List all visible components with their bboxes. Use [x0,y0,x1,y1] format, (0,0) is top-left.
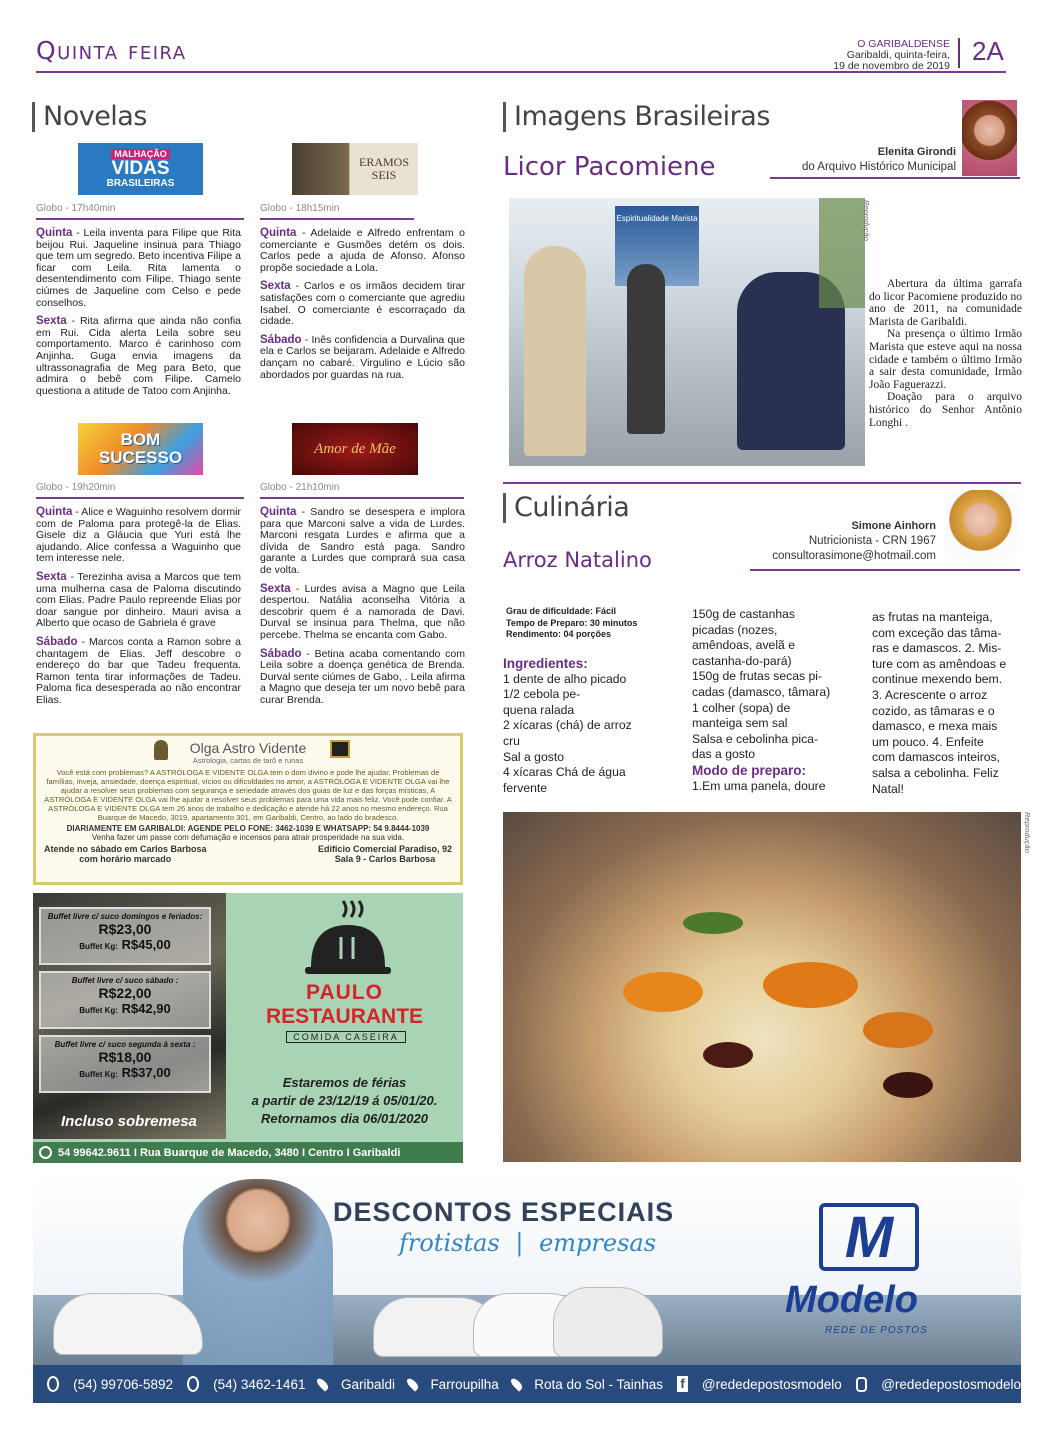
buffet-2-price: R$22,00 [98,985,152,1001]
dessert-note: Incluso sobremesa [61,1113,197,1130]
col3-2: ras e damascos. 2. Mis- [872,641,1002,656]
vacation-3: Retornamos dia 06/01/2020 [261,1111,428,1126]
n2-slot: Globo - 18h15min [260,203,340,214]
col2-4: 150g de frutas secas pi- [692,669,823,684]
modelo-brand: Modelo [785,1279,918,1321]
buffet-box-3 [39,1035,211,1093]
modelo-facebook: @rededepostosmodelo [701,1376,842,1392]
olga-body: Você está com problemas? A ASTRÓLOGA E VIDENTE OLGA tem o dom divino e pode lhe ajudar. Problemas de famílias, inveja, ansiedade, doença espiritual, vícios ou dificuldades no amor, a ASTRÓLOGA E VIDENTE OLGA vai lhe ajudar a resolver seus problemas com segurança e seriedade através dos guias de luz e das forças místicas, A ASTRÓLOGA E VIDENTE OLGA vai lhe ajudar a resolver seus problemas para uma vida mais feliz. Você pode confiar. A ASTRÓLOGA E VIDENTE OLGA tem 26 anos de trabalho e dedicação e atende há 22 anos no mesmo endereço. Rua Buarque de Macedo, 3019, apartamento 301, em Garibaldi, Centro, ao lado do bradesco. [44,768,452,822]
amor-de-mae-logo [292,423,418,475]
eramos-seis-logo-text: ERAMOS SEIS [359,155,410,182]
author-simone: Simone Ainhorn [851,520,936,532]
author-simone-email: consultorasimone@hotmail.com [772,550,936,562]
location-pin-icon [405,1376,420,1391]
ing-5: Sal a gosto [503,749,564,764]
n3-slot: Globo - 19h20min [36,482,116,493]
ing-2: quena ralada [503,702,575,717]
col3-6: cozido, as tâmaras e o [872,703,995,718]
recipe-col-2 [692,607,862,794]
modo-1: 1.Em uma panela, doure [692,778,826,793]
col3-8: um pouco. 4. Enfeite [872,734,984,749]
eye-emblem-icon [330,740,350,758]
culinaria-title: Culinária [503,493,629,523]
n1-rule [36,218,244,220]
buffet-3-price: R$18,00 [98,1049,152,1065]
car-4 [553,1287,663,1357]
culinaria-author-rule [750,569,1020,571]
buffet-2-kg: R$42,90 [121,1001,171,1016]
modelo-headline: DESCONTOS ESPECIAIS [333,1197,675,1227]
modelo-script-sep: | [515,1229,524,1257]
bom-sucesso-logo-text: BOM SUCESSO [98,430,183,467]
col2-3: castanha-do-pará) [692,653,792,668]
buffet-3-kg-label: Buffet Kg: [79,1070,118,1079]
author-simone-role: Nutricionista - CRN 1967 [808,535,936,547]
modelo-phone-1: (54) 99706-5892 [73,1376,173,1392]
recipe-time: Tempo de Preparo: 30 minutos [506,617,638,628]
buffet-1-label: Buffet livre c/ suco domingos e feriados: [47,912,203,921]
buffet-box-1 [39,907,211,965]
modelo-loc-1: Garibaldi [340,1376,395,1392]
olga-left-1: Atende no sábado em Carlos Barbosa [44,844,207,854]
imagens-title: Imagens Brasileiras [503,102,770,132]
olga-subtitle: Astrologia, cartas de tarô e runas [192,756,304,765]
photo-plant [819,198,865,308]
ingredients-title: Ingredientes: [503,656,588,671]
paulo-ad [33,893,463,1163]
man-figure [183,1179,333,1367]
modelo-phone-2: (54) 3462-1461 [213,1376,306,1392]
malhacao-logo-top: MALHAÇÃO [111,149,170,159]
author-elenita: Elenita Girondi [877,146,956,158]
recipe-col-3 [872,610,1024,797]
location-pin-icon [509,1376,524,1391]
paulo-name-2: RESTAURANTE [265,1005,424,1028]
col3-11: Natal! [872,781,904,796]
n4-slot: Globo - 21h10min [260,482,340,493]
ing-4: cru [503,733,520,748]
amor-de-mae-logo-text: Amor de Mãe [314,440,396,457]
modelo-loc-3: Rota do Sol - Tainhas [534,1376,664,1392]
date-2 [883,1072,933,1098]
col2-5: cadas (damasco, tâmara) [692,684,831,699]
n2-text: Quinta - Adelaide e Alfredo enfrentam o comerciante e Gusmões detém os dois. Carlos pede a ajuda de Afonso. Afonso propõe sociedade a Lola. Sexta - Carlos e os irmãos decidem tirar satisfações com o comerciante que agrediu Isabel. O comerciante é escorraçado da cidade. Sábado - Inês confidencia a Durvalina que ela e Carlos se beijaram. Adelaide e Alfredo dançam no cabaré. Virgulino e Lúcio são abordados por guardas na rua. [260,227,465,381]
bom-sucesso-logo [78,423,203,475]
imagens-bottom-rule [503,482,1021,484]
day-label: Quinta feira [36,36,187,65]
whatsapp-icon [47,1376,59,1392]
buffet-3-kg: R$37,00 [121,1065,171,1080]
malhacao-logo-mid: VIDAS [111,158,170,179]
photo-banner-text: Espiritualidade Marista [616,214,698,223]
dateline-2: 19 de novembro de 2019 [833,60,950,72]
modo-title: Modo de preparo: [692,762,806,778]
licor-caption-2: Na presença o último Irmão Marista que esteve aqui na nossa cidade e também o último Irmão a sair desta comunidade, Irmão João Faguerazzi. [869,328,1022,391]
col2-8: Salsa e cebolinha pica- [692,731,819,746]
malhacao-logo-bot: BRASILEIRAS [106,178,175,189]
arroz-photo [503,812,1021,1162]
paper-name: O GARIBALDENSE [857,38,950,50]
instagram-icon [856,1377,867,1392]
modelo-ad [33,1175,1021,1403]
arroz-headline: Arroz Natalino [503,548,652,572]
recipe-meta [506,606,637,641]
col2-0: 150g de castanhas [692,607,795,621]
buffet-2-kg-label: Buffet Kg: [79,1006,118,1015]
licor-caption-3: Doação para o arquivo histórico do Senhor Antônio Longhi . [869,391,1022,429]
author-elenita-role: do Arquivo Histórico Municipal [801,161,956,173]
location-pin-icon [316,1376,331,1391]
licor-photo [509,198,865,466]
buffet-2-label: Buffet livre c/ suco sábado : [71,976,179,985]
n2-rule [260,218,414,220]
olga-right-1: Edifício Comercial Paradiso, 92 [317,844,452,854]
olga-ad [33,733,463,885]
paulo-footer-text: 54 99642.9611 I Rua Buarque de Macedo, 3480 I Centro I Garibaldi [58,1146,401,1159]
paulo-name-1: PAULO [306,981,383,1004]
recipe-yield: Rendimento: 04 porções [506,629,612,639]
simone-portrait [943,490,1018,568]
paulo-tagline: COMIDA CASEIRA [286,1031,406,1043]
facebook-icon: f [677,1376,688,1392]
car-1 [53,1293,203,1355]
olga-cta: Venha fazer um passe com defumação e incensos para atrair prosperidade na sua vida. [91,833,405,842]
modelo-script-2: empresas [539,1229,657,1257]
paulo-footer [33,1142,463,1163]
modelo-script-1: frotistas [399,1229,500,1257]
col2-9: das a gosto [692,747,756,762]
modelo-brand-sub: REDE DE POSTOS [825,1325,928,1336]
ing-6: 4 xícaras Chá de água [503,765,626,780]
vacation-1: Estaremos de férias [282,1075,407,1090]
whatsapp-icon [39,1146,52,1159]
photo-person-girl [627,264,665,434]
saint-icon [154,740,168,760]
col3-7: damasco, e mexa mais [872,719,998,734]
dateline-1: Garibaldi, quinta-feira, [846,49,950,61]
vacation-2: a partir de 23/12/19 á 05/01/20. [251,1093,438,1108]
ing-7: fervente [503,780,548,795]
ing-1: 1/2 cebola pe- [503,687,581,702]
page-number: 2A [972,36,1004,66]
date-1 [703,1042,753,1068]
imagens-author-rule [770,177,1020,179]
licor-headline: Licor Pacomiene [503,152,716,182]
col3-4: continue mexendo bem. [872,672,1003,687]
eramos-seis-logo [292,143,418,195]
buffet-1-price: R$23,00 [98,921,152,937]
arroz-photo-credit: Reprodução [1023,812,1032,853]
col2-2: amêndoas, avelã e [692,638,795,653]
olga-right-2: Sala 9 - Carlos Barbosa [334,854,436,864]
col3-1: com exceção das tâma- [872,625,1002,640]
modelo-contact-bar [33,1365,1021,1403]
olga-left-2: com horário marcado [79,854,172,864]
recipe-col-1 [503,656,683,796]
recipe-difficulty: Grau de dificuldade: Fácil [506,606,617,616]
malhacao-logo [78,143,203,195]
buffet-3-label: Buffet livre c/ suco segunda à sexta : [54,1040,196,1049]
n3-text: Quinta - Alice e Waguinho resolvem dormir com de Paloma para protegê-la de Elias. Gisele diz a Gláucia que Yuri está lhe ajudando. Alice confessa a Waguinho que tem interesse nele. Sexta - Terezinha avisa a Marcos que tem uma mulherna casa de Paloma discutindo com Elias. Padre Paulo repreende Elias por doar sangue por dinheiro. Mauri avisa a Alberto que ocaso de Gabriela é grave Sábado - Marcos conta a Ramon sobre a chantagem de Elias. Jeff descobre o endereço do bar que Tadeu frequenta. Ramon tenta tirar informações de Tadeu. Paloma fica desesperada ao não encontrar Elias. [36,506,241,706]
col2-7: manteiga sem sal [692,716,788,731]
ing-3: 2 xícaras (chá) de arroz [503,718,632,733]
parsley [683,912,743,934]
buffet-1-kg-label: Buffet Kg: [79,942,118,951]
modelo-script [399,1229,656,1257]
apricot-2 [763,962,858,1008]
col2-6: 1 colher (sopa) de [692,700,791,715]
modelo-loc-2: Farroupilha [430,1376,499,1392]
licor-caption [869,278,1022,429]
buffet-1-kg: R$45,00 [121,937,171,952]
licor-photo-credit: Reprodução [862,200,871,241]
n1-slot: Globo - 17h40min [36,203,116,214]
modelo-m-icon: M [819,1203,919,1271]
buffet-box-2 [39,971,211,1029]
n4-rule [260,497,464,499]
col3-9: com damascos inteiros, [872,750,1001,765]
n3-rule [36,497,244,499]
col3-3: ture com as amêndoas e [872,656,1007,671]
olga-title: Olga Astro Vidente [189,740,307,756]
header-divider [958,38,960,68]
col3-5: 3. Acrescente o arroz [872,687,988,702]
col3-10: salsa a cebolinha. Feliz [872,765,999,780]
olga-contact: DIARIAMENTE EM GARIBALDI: AGENDE PELO FONE: 3462-1039 E WHATSAPP: 54 9.8444-1039 [66,824,430,833]
photo-person-left [524,246,586,456]
col3-0: as frutas na manteiga, [872,610,993,624]
cloche-icon [303,897,393,983]
novelas-title: Novelas [32,102,147,132]
phone-icon [187,1376,199,1392]
modelo-instagram: @rededepostosmodelo [881,1376,1021,1392]
n1-text: Quinta - Leila inventa para Filipe que Rita beijou Rui. Jaqueline insinua para Thiago que tem um segredo. Beto incentiva Filipe a ficar com Leila. Rita lamenta o desentendimento com Filipe. Thiago sente ciúmes de Jaqueline com Celso e pede conselhos. Sexta - Rita afirma que ainda não confia em Rui. Cida alerta Leila sobre seu comportamento. Marco é carinhoso com Anjinha. Guga envia imagens da ultrassonagrafia de Meg para Beto, que admira o bebê com Filipe. Camelo questiona a atitude de Tatoo com Anjinha. [36,227,241,397]
n4-text: Quinta - Sandro se desespera e implora para que Marconi salve a vida de Lurdes. Marconi resgata Lurdes e afirma que a dívida de Sandro está paga. Sandro garante a Lurdes que comprará sua casa de volta. Sexta - Lurdes avisa a Magno que Leila despertou. Natália aconselha Vitória a descobrir quem é a namorada de Davi. Durval se insinua para Thelma, que não percebe. Thelma se encanta com Gabo. Sábado - Betina acaba comentando com Leila sobre a doença genética de Brenda. Durval sente ciúmes de Gabo, . Leila afirma a Magno que deseja ter um novo bebê para curar Brenda. [260,506,465,706]
col2-1: picadas (nozes, [692,622,778,637]
apricot-3 [863,1012,933,1048]
elenita-portrait [962,100,1017,176]
apricot-1 [623,972,703,1012]
licor-caption-1: Abertura da última garrafa do licor Pacomiene produzido no ano de 2011, na comunidade Marista de Garibaldi. [869,278,1022,328]
ing-0: 1 dente de alho picado [503,671,627,686]
